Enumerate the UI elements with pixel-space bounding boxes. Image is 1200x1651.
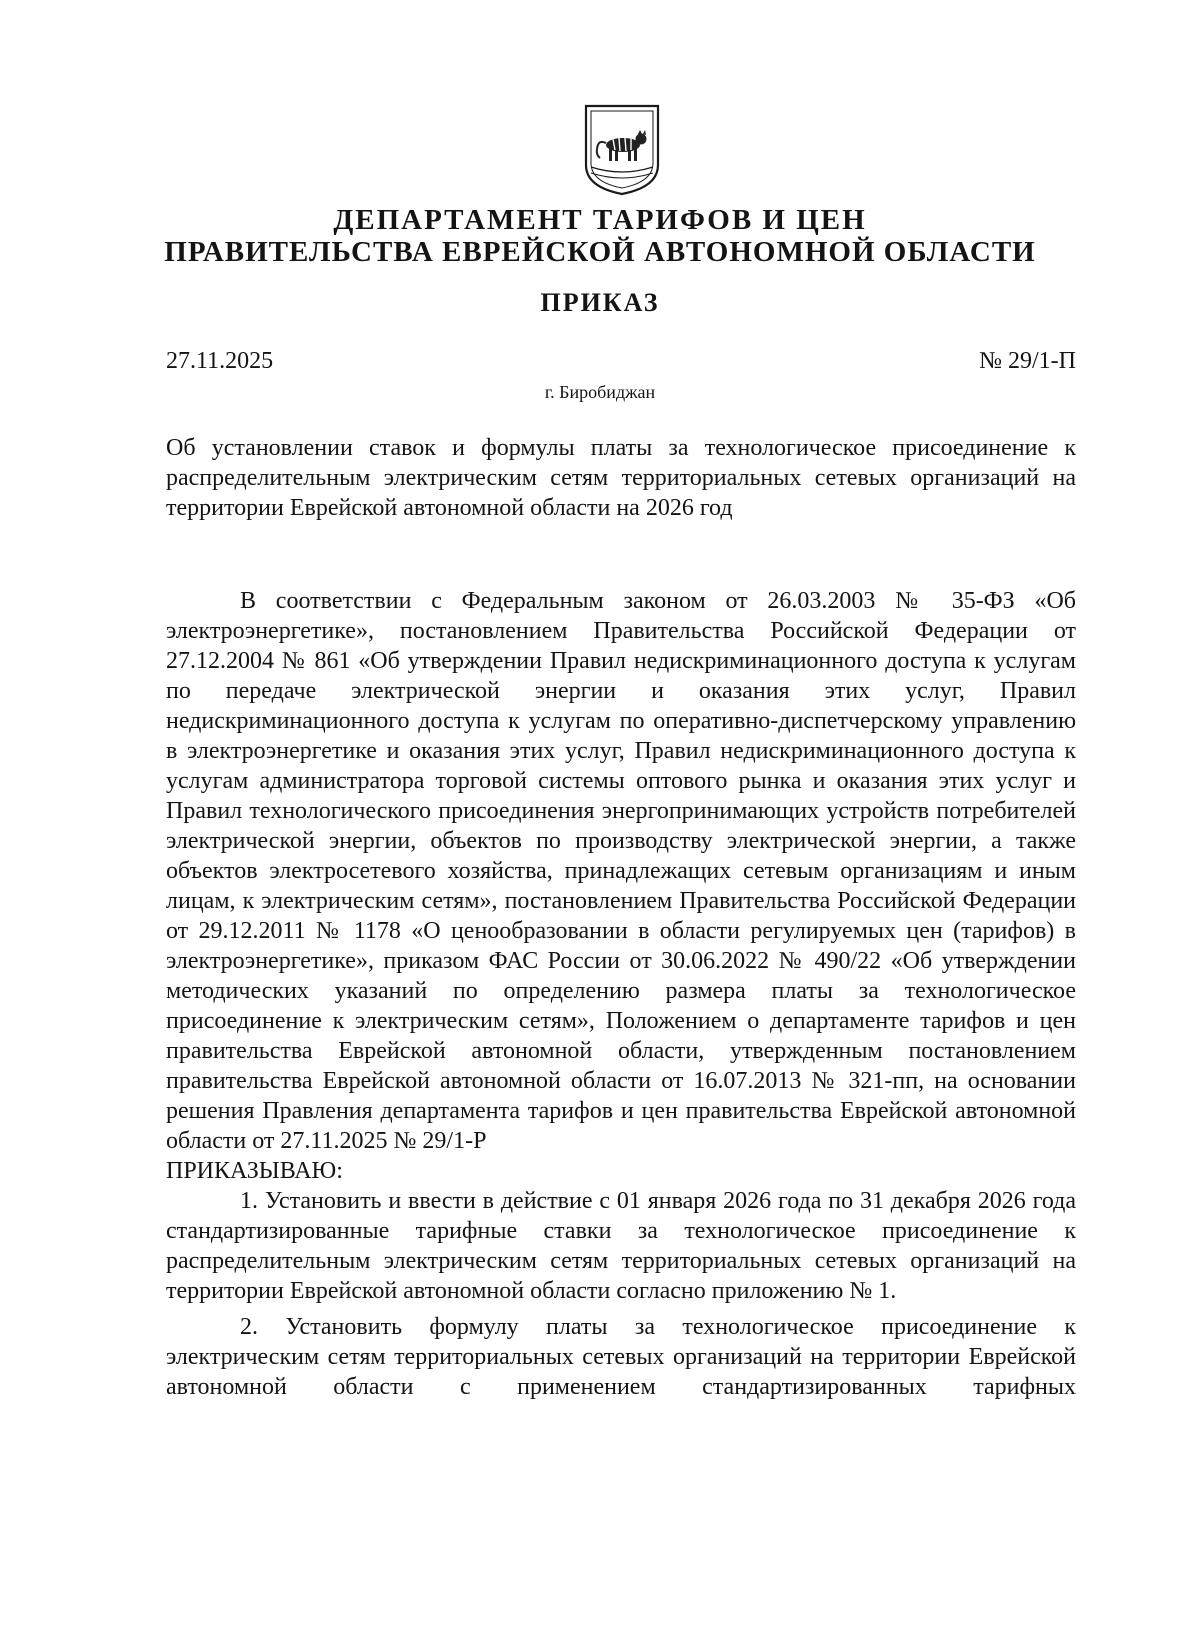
order-number: № 29/1-П [979, 348, 1076, 374]
order-verb: ПРИКАЗЫВАЮ: [166, 1158, 343, 1184]
order-date: 27.11.2025 [166, 348, 274, 374]
coat-of-arms-tiger-icon [583, 103, 661, 197]
department-title-line2: ПРАВИТЕЛЬСТВА ЕВРЕЙСКОЙ АВТОНОМНОЙ ОБЛАСТИ [164, 236, 1036, 268]
order-subject: Об установлении ставок и формулы платы за технологическое присоединение к распределительным электрическим сетям территориальных сетевых организаций на территории Еврейской автономной области на 2026 год [166, 435, 1076, 521]
city: г. Биробиджан [544, 382, 656, 402]
document-type-title: ПРИКАЗ [540, 288, 660, 317]
document-body [166, 586, 1076, 1402]
order-item-1: 1. Установить и ввести в действие с 01 января 2026 года по 31 декабря 2026 года стандартизированные тарифные ставки за технологическое присоединение к распределительным электрическим сетям территориальных сетевых организаций на территории Еврейской автономной области согласно приложению № 1. [166, 1188, 1076, 1304]
department-title-line1: ДЕПАРТАМЕНТ ТАРИФОВ И ЦЕН [333, 204, 867, 236]
preamble-paragraph: В соответствии с Федеральным законом от 26.03.2003 № 35-ФЗ «Об электроэнергетике», постановлением Правительства Российской Федерации от 27.12.2004 № 861 «Об утверждении Правил недискриминационного доступа к услугам по передаче электрической энергии и оказания этих услуг, Правил недискриминационного доступа к услугам по оперативно-диспетчерскому управлению в электроэнергетике и оказания этих услуг, Правил недискриминационного доступа к услугам администратора торговой системы оптового рынка и оказания этих услуг и Правил технологического присоединения энергопринимающих устройств потребителей электрической энергии, объектов по производству электрической энергии, а также объектов электросетевого хозяйства, принадлежащих сетевым организациям и иным лицам, к электрическим сетям», постановлением Правительства Российской Федерации от 29.12.2011 № 1178 «О ценообразовании в области регулируемых цен (тарифов) в электроэнергетике», приказом ФАС России от 30.06.2022 № 490/22 «Об утверждении методических указаний по определению размера платы за технологическое присоединение к электрическим сетям», Положением о департаменте тарифов и цен правительства Еврейской автономной области, утвержденным постановлением правительства Еврейской автономной области от 16.07.2013 № 321-пп, на основании решения Правления департамента тарифов и цен правительства Еврейской автономной области от 27.11.2025 № 29/1-Р [166, 588, 1076, 1154]
order-item-2: 2. Установить формулу платы за технологическое присоединение к электрическим сетям территориальных сетевых организаций на территории Еврейской автономной области с применением стандартизированных тарифных [166, 1314, 1076, 1400]
